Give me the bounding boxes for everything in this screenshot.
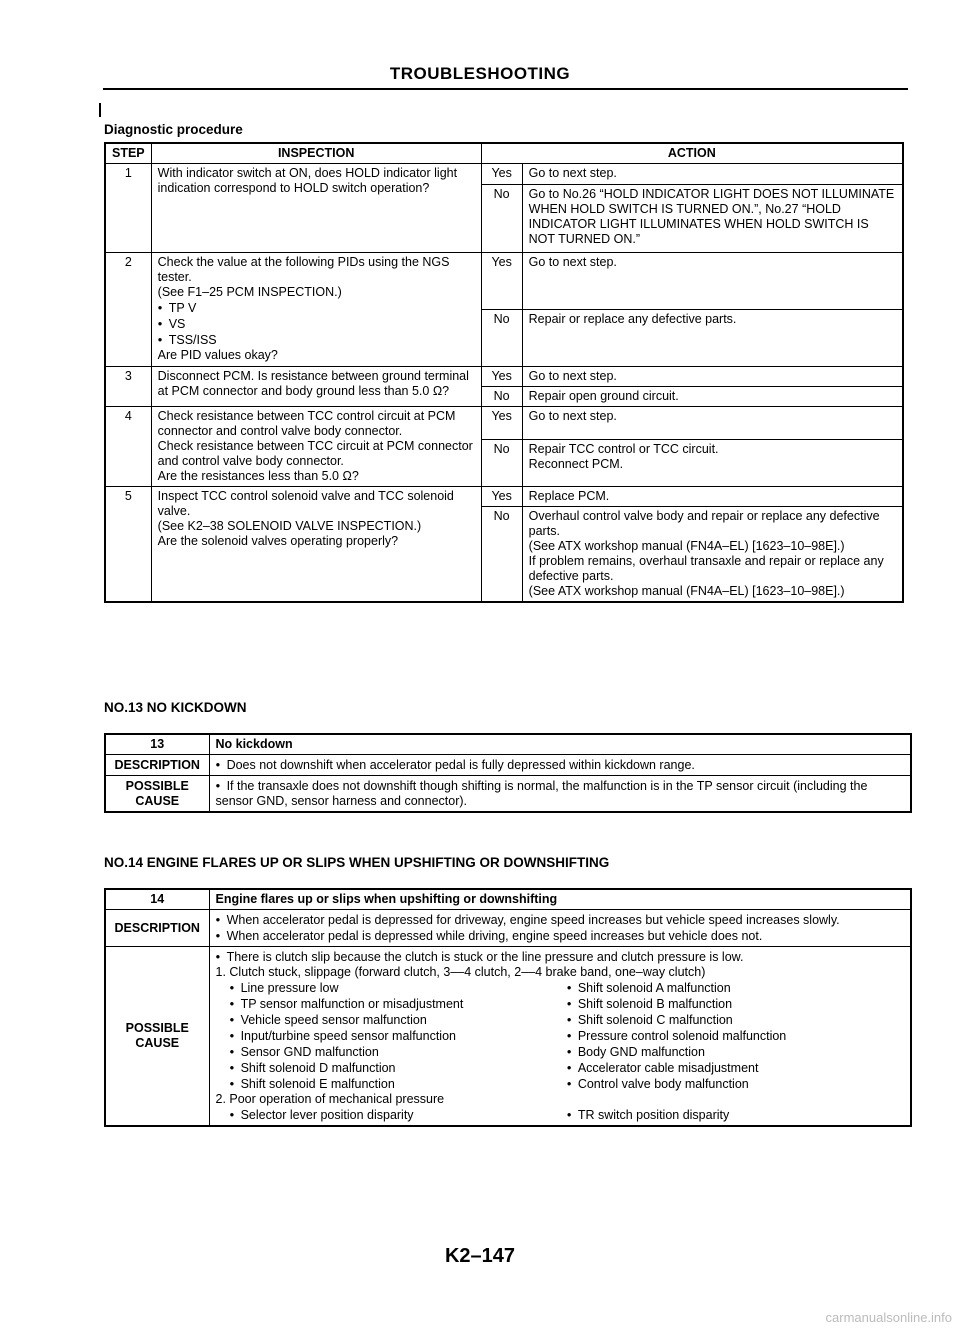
inspection-question: Are PID values okay? <box>157 348 278 362</box>
cause-list-left <box>230 980 567 1092</box>
no14-section-title: NO.14 ENGINE FLARES UP OR SLIPS WHEN UPSHIFTING OR DOWNSHIFTING <box>104 855 610 870</box>
no-label: No <box>481 440 522 487</box>
table-row <box>105 367 903 387</box>
no-action-line: Reconnect PCM. <box>528 457 624 471</box>
cause-item: ● Shift solenoid C malfunction <box>567 1012 904 1028</box>
page-header-title: TROUBLESHOOTING <box>389 64 571 83</box>
pid-item: ● TP V <box>158 300 475 316</box>
header-action: ACTION <box>481 143 903 164</box>
table-row <box>105 910 911 947</box>
no14-description <box>209 910 911 947</box>
cause-item: ● TR switch position disparity <box>567 1107 904 1123</box>
yes-action: Go to next step. <box>522 253 903 310</box>
inspection-question: Are the solenoid valves operating properly? <box>157 534 399 548</box>
description-label: DESCRIPTION <box>105 910 209 947</box>
step-inspection: Disconnect PCM. Is resistance between ground terminal at PCM connector and body ground less than 5.0 Ω? <box>151 367 481 407</box>
step-inspection <box>151 407 481 487</box>
no14-table <box>104 888 912 1127</box>
step-number: 2 <box>105 253 151 367</box>
table-row <box>105 947 911 1127</box>
inspection-ref: (See F1–25 PCM INSPECTION.) <box>157 285 342 299</box>
step-number: 4 <box>105 407 151 487</box>
yes-label: Yes <box>481 407 522 440</box>
cause-item: ● TP sensor malfunction or misadjustment <box>230 996 567 1012</box>
no-label: No <box>481 387 522 407</box>
yes-label: Yes <box>481 253 522 310</box>
step-inspection: With indicator switch at ON, does HOLD indicator light indication correspond to HOLD switch operation? <box>151 164 481 253</box>
no14-cause <box>209 947 911 1127</box>
table-row <box>105 889 911 910</box>
no-label: No <box>481 184 522 252</box>
table-row <box>105 407 903 440</box>
no13-table <box>104 733 912 813</box>
cause-list-right <box>567 980 904 1092</box>
no14-title: Engine flares up or slips when upshifting or downshifting <box>209 889 911 910</box>
inspection-question: Are the resistances less than 5.0 Ω? <box>157 469 359 483</box>
possible-cause-label: POSSIBLE CAUSE <box>105 947 209 1127</box>
cause-heading: 1. Clutch stuck, slippage (forward clutch, 3––4 clutch, 2––4 brake band, one–way clutch) <box>215 965 706 979</box>
yes-label: Yes <box>481 164 522 185</box>
no-action-line: Repair TCC control or TCC circuit. <box>528 442 719 456</box>
table-row <box>105 734 911 755</box>
cause-item: ● Pressure control solenoid malfunction <box>567 1028 904 1044</box>
inspection-text: Inspect TCC control solenoid valve and TCC solenoid valve. <box>157 489 454 518</box>
table-row <box>105 253 903 310</box>
description-item: ● When accelerator pedal is depressed while driving, engine speed increases but vehicle does not. <box>216 928 905 944</box>
cause-list-left <box>230 1107 567 1123</box>
no-label: No <box>481 507 522 603</box>
inspection-text: Check resistance between TCC control circuit at PCM connector and control valve body connector. <box>157 409 456 438</box>
no-action-line: (See ATX workshop manual (FN4A–EL) [1623–10–98E].) <box>528 584 845 598</box>
no13-description <box>209 755 911 776</box>
margin-mark <box>99 103 101 117</box>
cause-item: ● Shift solenoid E malfunction <box>230 1076 567 1092</box>
no13-number: 13 <box>105 734 209 755</box>
cause-list-right <box>567 1107 904 1123</box>
yes-action: Go to next step. <box>522 367 903 387</box>
possible-cause-label: POSSIBLE CAUSE <box>105 776 209 813</box>
cause-item: ● Accelerator cable misadjustment <box>567 1060 904 1076</box>
page-number: K2–147 <box>444 1245 516 1267</box>
header-rule <box>103 88 908 90</box>
no13-section-title: NO.13 NO KICKDOWN <box>104 700 247 715</box>
step-inspection <box>151 487 481 603</box>
table-row <box>105 776 911 813</box>
diagnostic-table <box>104 142 904 603</box>
cause-item: ● If the transaxle does not downshift though shifting is normal, the malfunction is in the TP sensor circuit (including the sensor GND, sensor harness and connector). <box>216 778 905 809</box>
yes-action: Replace PCM. <box>522 487 903 507</box>
cause-item: ● Line pressure low <box>230 980 567 996</box>
no-action-line: If problem remains, overhaul transaxle and repair or replace any defective parts. <box>528 554 884 583</box>
watermark: carmanualsonline.info <box>825 1310 952 1325</box>
no-action: Go to No.26 “HOLD INDICATOR LIGHT DOES NOT ILLUMINATE WHEN HOLD SWITCH IS TURNED ON.”, No.27 “HOLD INDICATOR LIGHT ILLUMINATES WHEN HOLD SWITCH IS NOT TURNED ON.” <box>522 184 903 252</box>
cause-item: ● Control valve body malfunction <box>567 1076 904 1092</box>
header-step: STEP <box>105 143 151 164</box>
cause-item: ● Shift solenoid D malfunction <box>230 1060 567 1076</box>
no-action: Repair or replace any defective parts. <box>522 310 903 367</box>
no-action: Repair open ground circuit. <box>522 387 903 407</box>
no14-number: 14 <box>105 889 209 910</box>
cause-item: ● Shift solenoid A malfunction <box>567 980 904 996</box>
pid-item: ● TSS/ISS <box>158 332 475 348</box>
step-number: 1 <box>105 164 151 253</box>
pid-item: ● VS <box>158 316 475 332</box>
cause-list-columns <box>230 980 905 1092</box>
table-row <box>105 164 903 185</box>
diagnostic-header-row <box>105 143 903 164</box>
no-action <box>522 440 903 487</box>
step-inspection <box>151 253 481 367</box>
no-action <box>522 507 903 603</box>
cause-item: ● Body GND malfunction <box>567 1044 904 1060</box>
cause-item: ● Shift solenoid B malfunction <box>567 996 904 1012</box>
step-number: 5 <box>105 487 151 603</box>
cause-item: ● Selector lever position disparity <box>230 1107 567 1123</box>
cause-item: ● Vehicle speed sensor malfunction <box>230 1012 567 1028</box>
yes-label: Yes <box>481 487 522 507</box>
table-row <box>105 487 903 507</box>
yes-label: Yes <box>481 367 522 387</box>
diagnostic-procedure-title: Diagnostic procedure <box>104 122 243 137</box>
step-number: 3 <box>105 367 151 407</box>
inspection-text: Check the value at the following PIDs using the NGS tester. <box>157 255 450 284</box>
cause-heading: 2. Poor operation of mechanical pressure <box>215 1092 445 1106</box>
yes-action: Go to next step. <box>522 407 903 440</box>
cause-item: ● Sensor GND malfunction <box>230 1044 567 1060</box>
cause-list-columns <box>230 1107 905 1123</box>
description-item: ● Does not downshift when accelerator pedal is fully depressed within kickdown range. <box>216 757 905 773</box>
inspection-text: Check resistance between TCC circuit at PCM connector and control valve body connector. <box>157 439 473 468</box>
yes-action: Go to next step. <box>522 164 903 185</box>
cause-intro: ● There is clutch slip because the clutch is stuck or the line pressure and clutch pressure is low. <box>216 949 905 965</box>
description-label: DESCRIPTION <box>105 755 209 776</box>
table-row <box>105 755 911 776</box>
no-action-line: Overhaul control valve body and repair or replace any defective parts. <box>528 509 880 538</box>
no-action-line: (See ATX workshop manual (FN4A–EL) [1623–10–98E].) <box>528 539 845 553</box>
header-inspection: INSPECTION <box>151 143 481 164</box>
inspection-ref: (See K2–38 SOLENOID VALVE INSPECTION.) <box>157 519 422 533</box>
no13-title: No kickdown <box>209 734 911 755</box>
no-label: No <box>481 310 522 367</box>
no13-cause <box>209 776 911 813</box>
cause-item: ● Input/turbine speed sensor malfunction <box>230 1028 567 1044</box>
description-item: ● When accelerator pedal is depressed for driveway, engine speed increases but vehicle speed increases slowly. <box>216 912 905 928</box>
